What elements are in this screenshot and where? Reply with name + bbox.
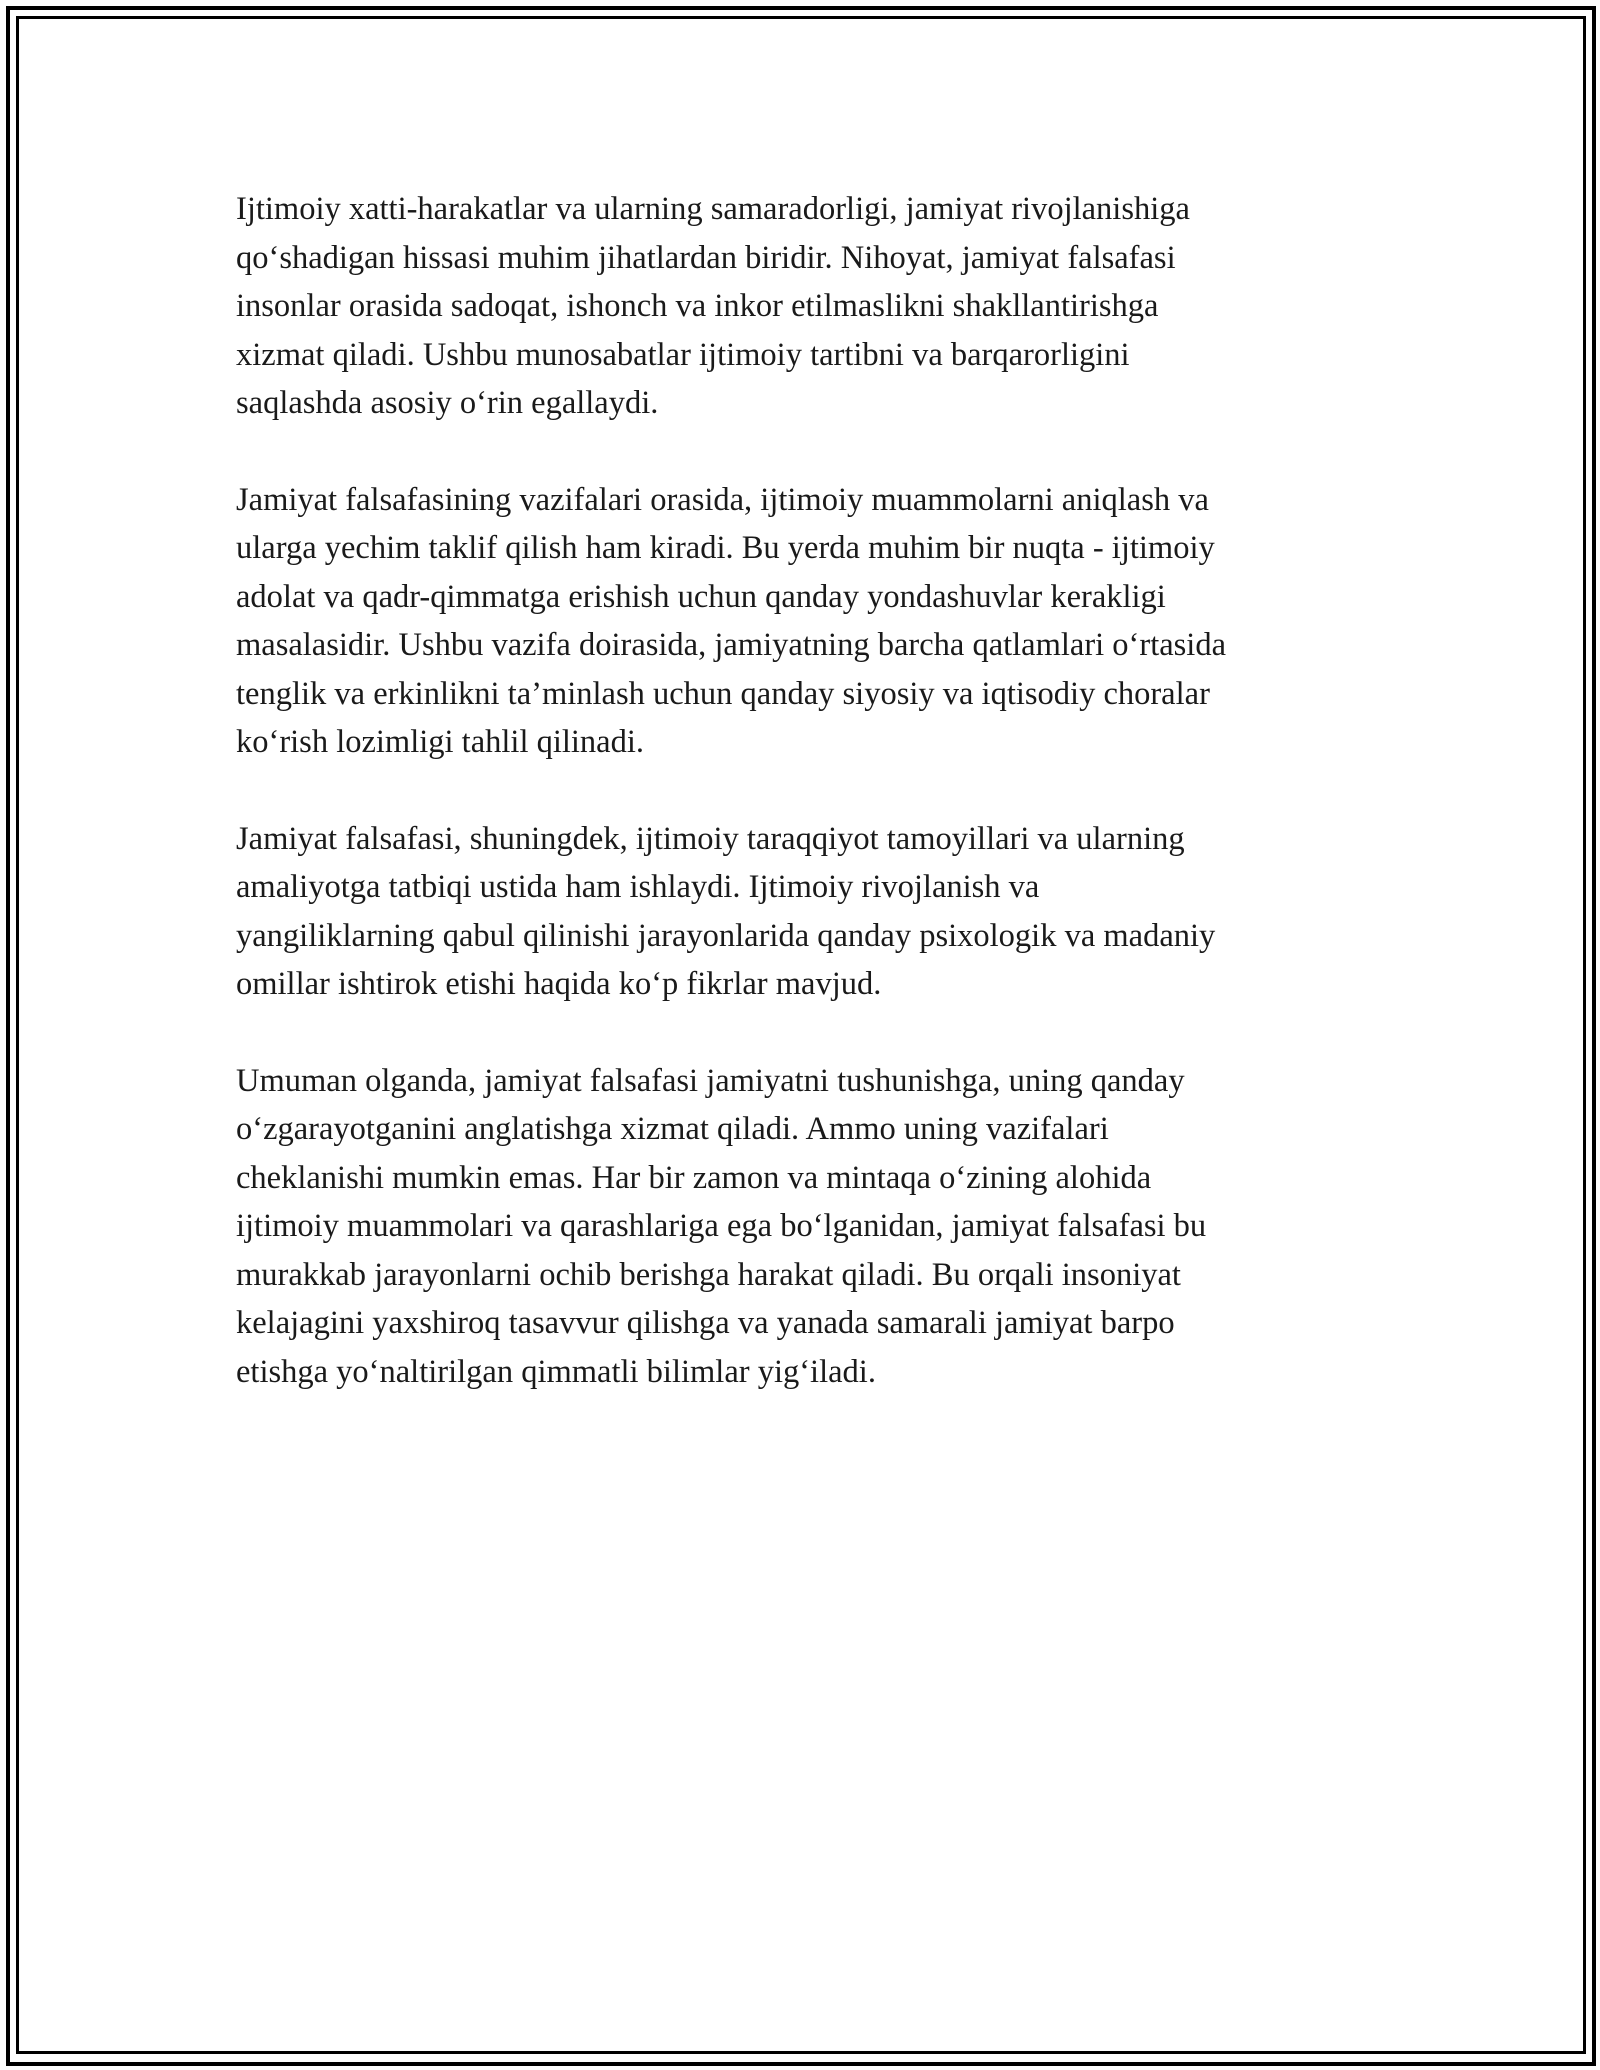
paragraph-3: Jamiyat falsafasi, shuningdek, ijtimoiy taraqqiyot tamoyillari va ularning amaliyotga tatbiqi ustida ham ishlaydi. Ijtimoiy rivojlanish va yangiliklarning qabul qilinishi jarayonlarida qanday psixologik va madaniy omillar ishtirok etishi haqida ko‘p fikrlar mavjud. — [236, 820, 1216, 1002]
document-body — [236, 185, 1386, 1444]
paragraph-4: Umuman olganda, jamiyat falsafasi jamiyatni tushunishga, uning qanday o‘zgarayotganini anglatishga xizmat qiladi. Ammo uning vazifalari cheklanishi mumkin emas. Har bir zamon va mintaqa o‘zining alohida ijtimoiy muammolari va qarashlariga ega bo‘lganidan, jamiyat falsafasi bu murakkab jarayonlarni ochib berishga harakat qiladi. Bu orqali insoniyat kelajagini yaxshiroq tasavvur qilishga va yanada samarali jamiyat barpo etishga yo‘naltirilgan qimmatli bilimlar yig‘iladi. — [236, 1062, 1207, 1390]
paragraph-2: Jamiyat falsafasining vazifalari orasida, ijtimoiy muammolarni aniqlash va ularga yechim taklif qilish ham kiradi. Bu yerda muhim bir nuqta - ijtimoiy adolat va qadr-qimmatga erishish uchun qanday yondashuvlar kerakligi masalasidir. Ushbu vazifa doirasida, jamiyatning barcha qatlamlari o‘rtasida tenglik va erkinlikni ta’minlash uchun qanday siyosiy va iqtisodiy choralar ko‘rish lozimligi tahlil qilinadi. — [236, 481, 1227, 760]
paragraph-1: Ijtimoiy xatti-harakatlar va ularning samaradorligi, jamiyat rivojlanishiga qo‘shadigan hissasi muhim jihatlardan biridir. Nihoyat, jamiyat falsafasi insonlar orasida sadoqat, ishonch va inkor etilmaslikni shakllantirishga xizmat qiladi. Ushbu munosabatlar ijtimoiy tartibni va barqarorligini saqlashda asosiy o‘rin egallaydi. — [236, 191, 1190, 421]
